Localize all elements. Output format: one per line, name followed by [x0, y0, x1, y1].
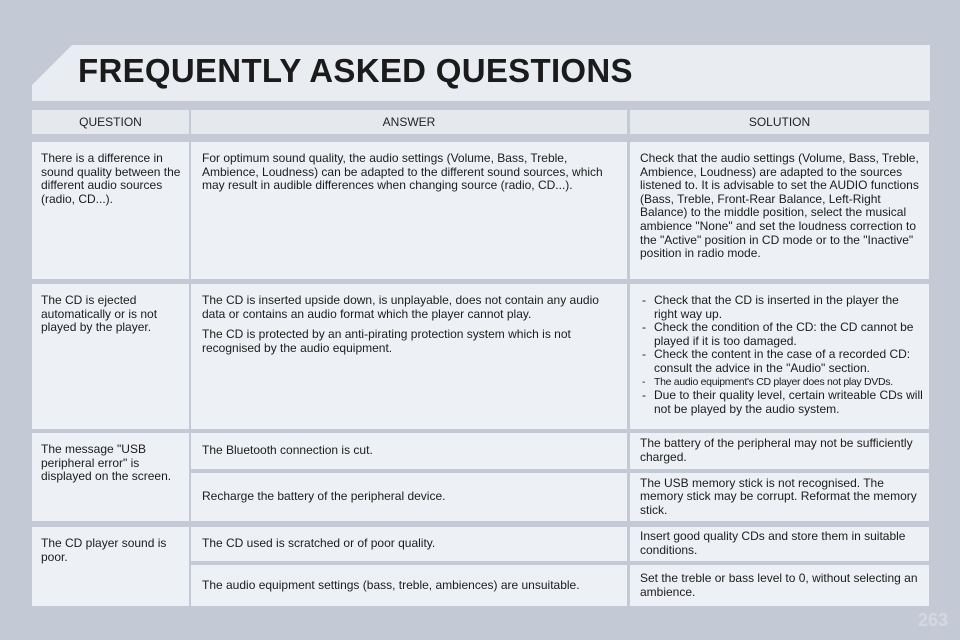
row4-answer-2-text: The audio equipment settings (bass, treble, ambiences) are unsuitable. — [202, 577, 580, 592]
header-solution: SOLUTION — [630, 110, 929, 134]
row1-question — [32, 142, 189, 279]
row4-answer-1-text: The CD used is scratched or of poor quality. — [202, 536, 436, 551]
row4-solution-1 — [630, 527, 929, 561]
row3-answer-2-text: Recharge the battery of the peripheral device. — [202, 489, 446, 504]
row3-solution-1-text: The battery of the peripheral may not be sufficiently charged. — [640, 436, 913, 464]
row3-solution-2-text: The USB memory stick is not recognised. The memory stick may be corrupt. Reformat the memory stick. — [640, 475, 917, 517]
solution-item: - Check the content in the case of a recorded CD: consult the advice in the "Audio" section. — [640, 348, 923, 375]
row2-solution-list — [640, 294, 923, 416]
row2-answer-para-2: The CD is protected by an anti-pirating protection system which is not recognised by the audio equipment. — [202, 327, 571, 355]
row4-question-text: The CD player sound is poor. — [41, 536, 167, 564]
row2-question — [32, 284, 189, 429]
row4-question — [32, 527, 189, 606]
row4-answer-2 — [191, 565, 627, 606]
row4-solution-1-text: Insert good quality CDs and store them in suitable conditions. — [640, 529, 906, 557]
row3-question-text: The message "USB peripheral error" is displayed on the screen. — [41, 442, 172, 484]
header-question: QUESTION — [32, 110, 189, 134]
row2-answer-para-1: The CD is inserted upside down, is unplayable, does not contain any audio data or contains an audio format which the player cannot play. — [202, 293, 599, 321]
row3-solution-1 — [630, 433, 929, 469]
row1-answer-text: For optimum sound quality, the audio settings (Volume, Bass, Treble, Ambience, Loudness) can be adapted to the different sound sources, which may result in audible differences when changing source (radio, CD...). — [202, 151, 603, 193]
row2-question-text: The CD is ejected automatically or is not played by the player. — [41, 293, 158, 335]
row2-solution — [630, 284, 929, 429]
row3-question — [32, 433, 189, 521]
row1-answer — [191, 142, 627, 279]
row3-solution-2 — [630, 473, 929, 521]
row3-answer-1 — [191, 433, 627, 469]
header-answer: ANSWER — [191, 110, 627, 134]
solution-item: - The audio equipment's CD player does not play DVDs. — [640, 376, 923, 390]
row1-solution-text: Check that the audio settings (Volume, Bass, Treble, Ambience, Loudness) are adapted to the sources listened to. It is advisable to set the AUDIO functions (Bass, Treble, Front-Rear Balance, Left-Right Balance) to the middle position, select the musical ambience "None" and set the loudness correction to the "Active" position in CD mode or to the "Inactive" position in radio mode. — [640, 151, 919, 261]
row2-answer — [191, 284, 627, 429]
row4-answer-1 — [191, 527, 627, 561]
row1-question-text: There is a difference in sound quality between the different audio sources (radio, CD...). — [41, 151, 181, 206]
solution-item: - Check that the CD is inserted in the player the right way up. — [640, 294, 923, 321]
row3-answer-2 — [191, 473, 627, 521]
row3-answer-1-text: The Bluetooth connection is cut. — [202, 443, 373, 458]
row4-solution-2-text: Set the treble or bass level to 0, without selecting an ambience. — [640, 570, 918, 599]
page-number: 263 — [917, 610, 948, 630]
page-title: FREQUENTLY ASKED QUESTIONS — [78, 52, 633, 89]
row4-solution-2 — [630, 565, 929, 606]
solution-item: - Check the condition of the CD: the CD cannot be played if it is too damaged. — [640, 321, 923, 348]
row1-solution — [630, 142, 929, 279]
solution-item: - Due to their quality level, certain writeable CDs will not be played by the audio system. — [640, 389, 923, 416]
